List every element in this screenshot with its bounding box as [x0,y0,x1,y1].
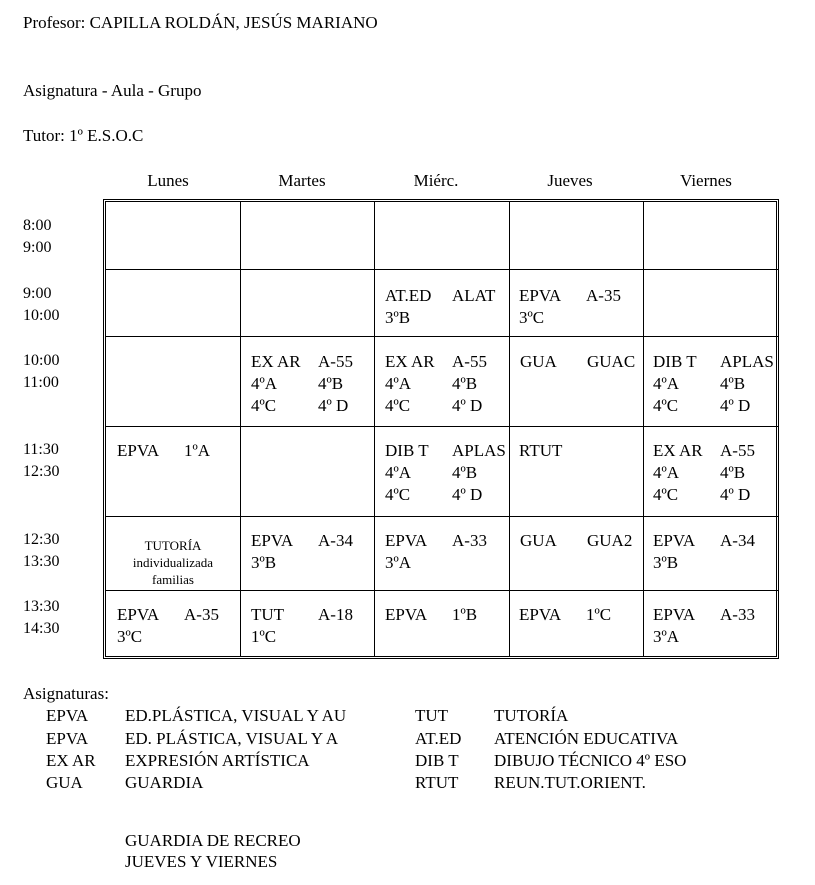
time-end: 14:30 [23,620,60,637]
day-header-lunes: Lunes [147,171,189,190]
room: A-33 [720,605,755,624]
time-start: 11:30 [23,441,59,458]
legend-title: Asignaturas: [23,684,109,703]
legend-desc: TUTORÍA [494,706,569,725]
subject: AT.ED [385,286,432,305]
group: 4ºA [653,463,680,482]
subject: EX AR [385,352,435,371]
group: 1ºC [251,627,277,646]
subject: RTUT [519,441,563,460]
time-start: 13:30 [23,598,60,615]
time-start: 9:00 [23,285,52,302]
legend-desc: ATENCIÓN EDUCATIVA [494,729,679,748]
cell-vie-1000 [653,351,777,417]
group: 4ºB [720,463,746,482]
legend-code: AT.ED [415,729,462,748]
group: 3ºB [251,553,277,572]
tutor-line: Tutor: 1º E.S.O.C [23,126,144,145]
legend-code: TUT [415,706,449,725]
legend-note: GUARDIA DE RECREO [125,831,301,850]
group: 4ºC [385,396,411,415]
grid-col-divider [509,202,510,657]
time-end: 9:00 [23,239,52,256]
room: GUAC [587,352,636,371]
room: A-55 [318,352,353,371]
room: A-18 [318,605,353,624]
legend-code: EPVA [46,706,89,725]
grid-row-divider [106,426,778,427]
grid-row-divider [106,269,778,270]
time-start: 12:30 [23,531,60,548]
cell-mar-1330 [251,604,353,648]
subject: EPVA [385,605,428,624]
group: 4ºB [720,374,746,393]
subject: EPVA [519,286,562,305]
time-slot-1 [23,215,51,259]
legend-code: DIB T [415,751,459,770]
cell-vie-1330 [653,604,755,648]
cell-vie-1130 [653,440,755,506]
cell-mie-1000 [385,351,487,417]
room: APLAS [720,352,774,371]
cell-mie-1230 [385,530,487,574]
room: A-55 [452,352,487,371]
group: 3ºC [117,627,143,646]
cell-lun-1130 [117,440,210,462]
group: 4º D [318,396,349,415]
legend-code: EPVA [46,729,89,748]
group: 4º D [452,485,483,504]
room: ALAT [452,286,496,305]
group: 4ºB [318,374,344,393]
time-start: 10:00 [23,352,60,369]
subject: DIB T [385,441,429,460]
cell-jue-1230 [520,530,632,552]
room: A-35 [586,286,621,305]
subject: EX AR [653,441,703,460]
time-slot-6 [23,596,59,640]
cell-mar-1230 [251,530,353,574]
subject: TUT [251,605,285,624]
legend-desc: REUN.TUT.ORIENT. [494,773,646,792]
legend-desc: ED. PLÁSTICA, VISUAL Y A [125,729,339,748]
time-slot-4 [23,439,59,483]
group: 3ºA [385,553,412,572]
cell-jue-0900 [519,285,621,329]
room: APLAS [452,441,506,460]
grid-col-divider [643,202,644,657]
legend-code: GUA [46,773,83,792]
day-header-jueves: Jueves [547,171,593,190]
cell-mar-1000 [251,351,353,417]
cell-lun-1330 [117,604,219,648]
group: 4º D [452,396,483,415]
cell-lun-1230-tutoria [108,537,238,588]
subject: EPVA [653,605,696,624]
room: A-55 [720,441,755,460]
profesor-line: Profesor: CAPILLA ROLDÁN, JESÚS MARIANO [23,13,378,32]
subject: DIB T [653,352,697,371]
grid-col-divider [374,202,375,657]
group: 4ºA [251,374,278,393]
subject: GUA [520,531,557,550]
cell-mie-1130 [385,440,509,506]
room: A-33 [452,531,487,550]
cell-mie-0900 [385,285,495,329]
subject: GUA [520,352,557,371]
group: 4ºB [452,463,478,482]
day-header-miercoles: Miérc. [413,171,459,190]
group: 4º D [720,396,751,415]
subject: EPVA [117,441,160,460]
group: 4ºC [653,485,679,504]
tutoria-line: TUTORÍA [144,538,202,553]
group: 4ºB [452,374,478,393]
group: 1ºC [586,605,612,624]
legend-desc: GUARDIA [125,773,204,792]
day-header-martes: Martes [278,171,326,190]
time-end: 13:30 [23,553,60,570]
time-end: 11:00 [23,374,59,391]
tutoria-line: familias [152,572,194,587]
legend-note: JUEVES Y VIERNES [125,852,278,871]
group: 3ºB [653,553,679,572]
group: 4º D [720,485,751,504]
group: 4ºA [385,463,412,482]
subject: EPVA [519,605,562,624]
legend-code: RTUT [415,773,459,792]
subject: EPVA [385,531,428,550]
legend-desc: DIBUJO TÉCNICO 4º ESO [494,751,687,770]
cell-jue-1130 [519,440,586,462]
grid-row-divider [106,336,778,337]
group: 4ºA [653,374,680,393]
cell-vie-1230 [653,530,755,574]
group: 4ºC [653,396,679,415]
subject: EPVA [653,531,696,550]
room: A-34 [318,531,353,550]
room: A-34 [720,531,755,550]
room: A-35 [184,605,219,624]
group: 1ºB [452,605,478,624]
grid-row-divider [106,516,778,517]
group: 4ºC [385,485,411,504]
time-end: 10:00 [23,307,60,324]
time-slot-5 [23,529,59,573]
group: 1ºA [184,441,211,460]
subject: EPVA [251,531,294,550]
legend-desc: ED.PLÁSTICA, VISUAL Y AU [125,706,347,725]
group: 3ºC [519,308,545,327]
time-slot-2 [23,283,59,327]
subject: EPVA [117,605,160,624]
group: 3ºA [653,627,680,646]
asignatura-header: Asignatura - Aula - Grupo [23,81,202,100]
group: 4ºA [385,374,412,393]
legend-code: EX AR [46,751,96,770]
group: 3ºB [385,308,411,327]
grid-row-divider [106,590,778,591]
day-header-viernes: Viernes [680,171,732,190]
time-slot-3 [23,350,59,394]
group: 4ºC [251,396,277,415]
cell-jue-1000 [520,351,635,373]
time-start: 8:00 [23,217,52,234]
legend-desc: EXPRESIÓN ARTÍSTICA [125,751,310,770]
tutoria-line: individualizada [132,555,214,570]
cell-mie-1330 [385,604,477,626]
room: GUA2 [587,531,633,550]
subject: EX AR [251,352,301,371]
cell-jue-1330 [519,604,611,626]
time-end: 12:30 [23,463,60,480]
grid-col-divider [240,202,241,657]
